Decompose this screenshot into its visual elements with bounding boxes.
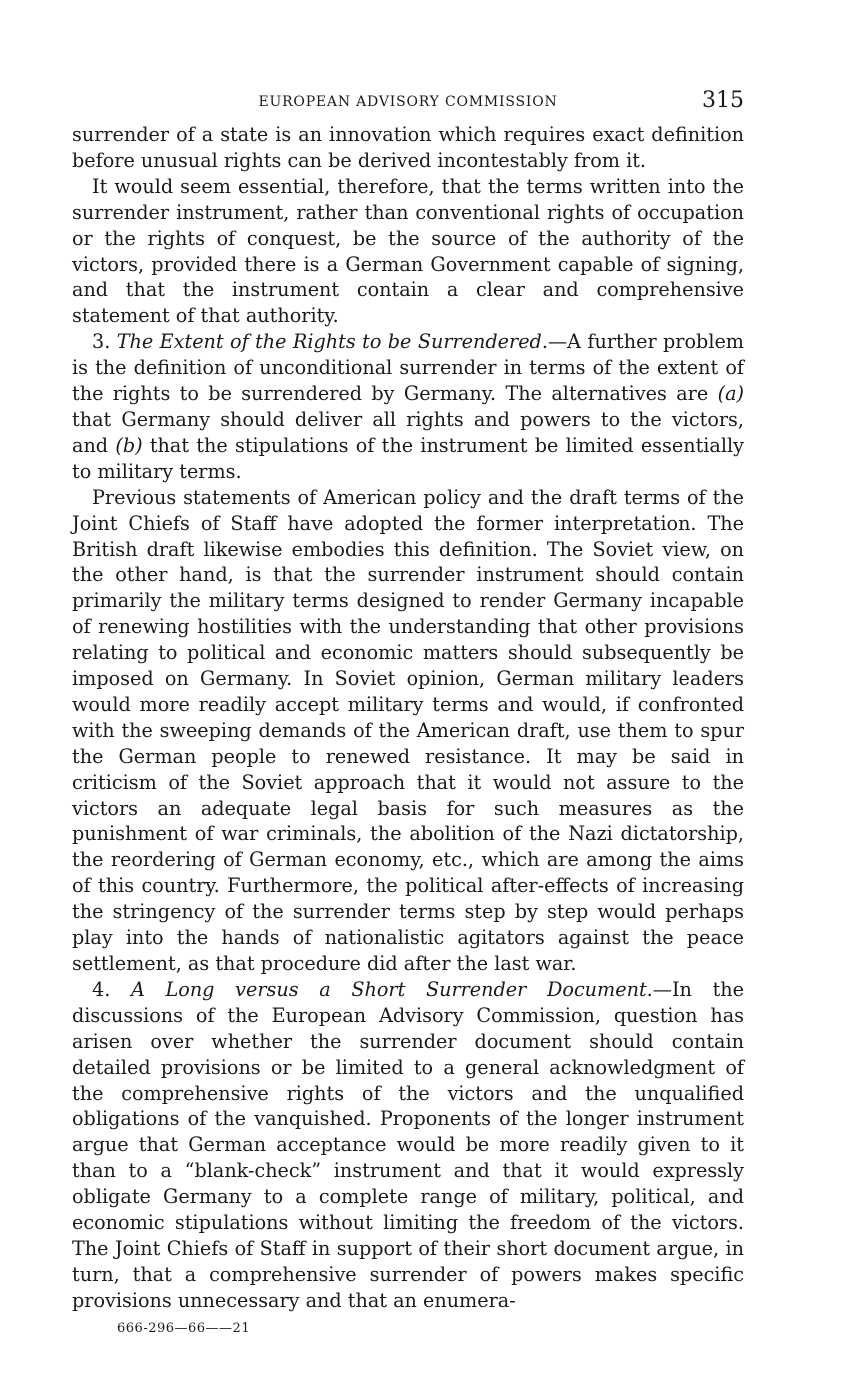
section-3-number: 3. <box>92 330 111 354</box>
section-3-text-3: that the stipulations of the instrument be limited essentially to military terms. <box>72 433 744 483</box>
section-4-number: 4. <box>92 977 111 1001</box>
document-page <box>72 88 744 1314</box>
paragraph-soviet-view: Previous statements of American policy and the draft terms of the Joint Chiefs of Staff have adopted the former interpretation. The British draft likewise embodies this definition. The Soviet view, on the other hand, is that the surrender instrument should contain primarily the military terms designed to render Germany incapable of renewing hostilities with the understanding that other provisions relating to political and economic matters should subsequently be imposed on Germany. In Soviet opinion, German military leaders would more readily accept military terms and would, if confronted with the sweeping demands of the American draft, use them to spur the German people to renewed resistance. It may be said in criticism of the Soviet approach that it would not assure to the victors an adequate legal basis for such measures as the punishment of war criminals, the abolition of the Nazi dictatorship, the reordering of German economy, etc., which are among the aims of this country. Furthermore, the political after-effects of increasing the stringency of the surrender terms step by step would perhaps play into the hands of nationalistic agitators against the peace settlement, as that procedure did after the last war. <box>72 485 744 975</box>
page-number: 315 <box>702 88 744 113</box>
alternative-b-marker: (b) <box>115 433 143 457</box>
section-3-text-1: —A further problem is the definition of unconditional surrender in terms of the extent of the rights to be surrendered by Germany. The alternatives are <box>72 330 745 406</box>
alternative-a-marker: (a) <box>717 382 744 406</box>
paragraph-continued: surrender of a state is an innovation which requires exact definition before unusual rights can be derived incontestably from it. <box>72 123 744 172</box>
body-text <box>72 122 744 1314</box>
running-header <box>72 88 744 122</box>
running-title: EUROPEAN ADVISORY COMMISSION <box>258 94 558 110</box>
section-3-heading: The Extent of the Rights to be Surrendered. <box>116 330 548 354</box>
paragraph-authority: It would seem essential, therefore, that the terms written into the surrender instrument, rather than conventional rights of occupation or the rights of conquest, be the source of the authority of the victors, provided there is a German Government capable of signing, and that the instrument contain a clear and comprehensive statement of that authority. <box>72 174 744 328</box>
printer-code: 666-296—66——21 <box>117 1321 251 1336</box>
section-4-heading: A Long versus a Short Surrender Document. <box>131 977 653 1001</box>
section-3-paragraph <box>72 329 744 484</box>
section-3-text-2: that Germany should deliver all rights and powers to the victors, and <box>72 407 744 457</box>
section-4-text: —In the discussions of the European Advisory Commission, question has arisen over whether the surrender document should contain detailed provisions or be limited to a general acknowledgment of the comprehensive rights of the victors and the unqualified obligations of the vanquished. Proponents of the longer instrument argue that German acceptance would be more readily given to it than to a “blank-check” instrument and that it would expressly obligate Germany to a complete range of military, political, and economic stipulations without limiting the freedom of the victors. The Joint Chiefs of Staff in support of their short document argue, in turn, that a comprehensive surrender of powers makes specific provisions unnecessary and that an enumera- <box>72 977 744 1312</box>
section-4-paragraph <box>72 977 744 1314</box>
